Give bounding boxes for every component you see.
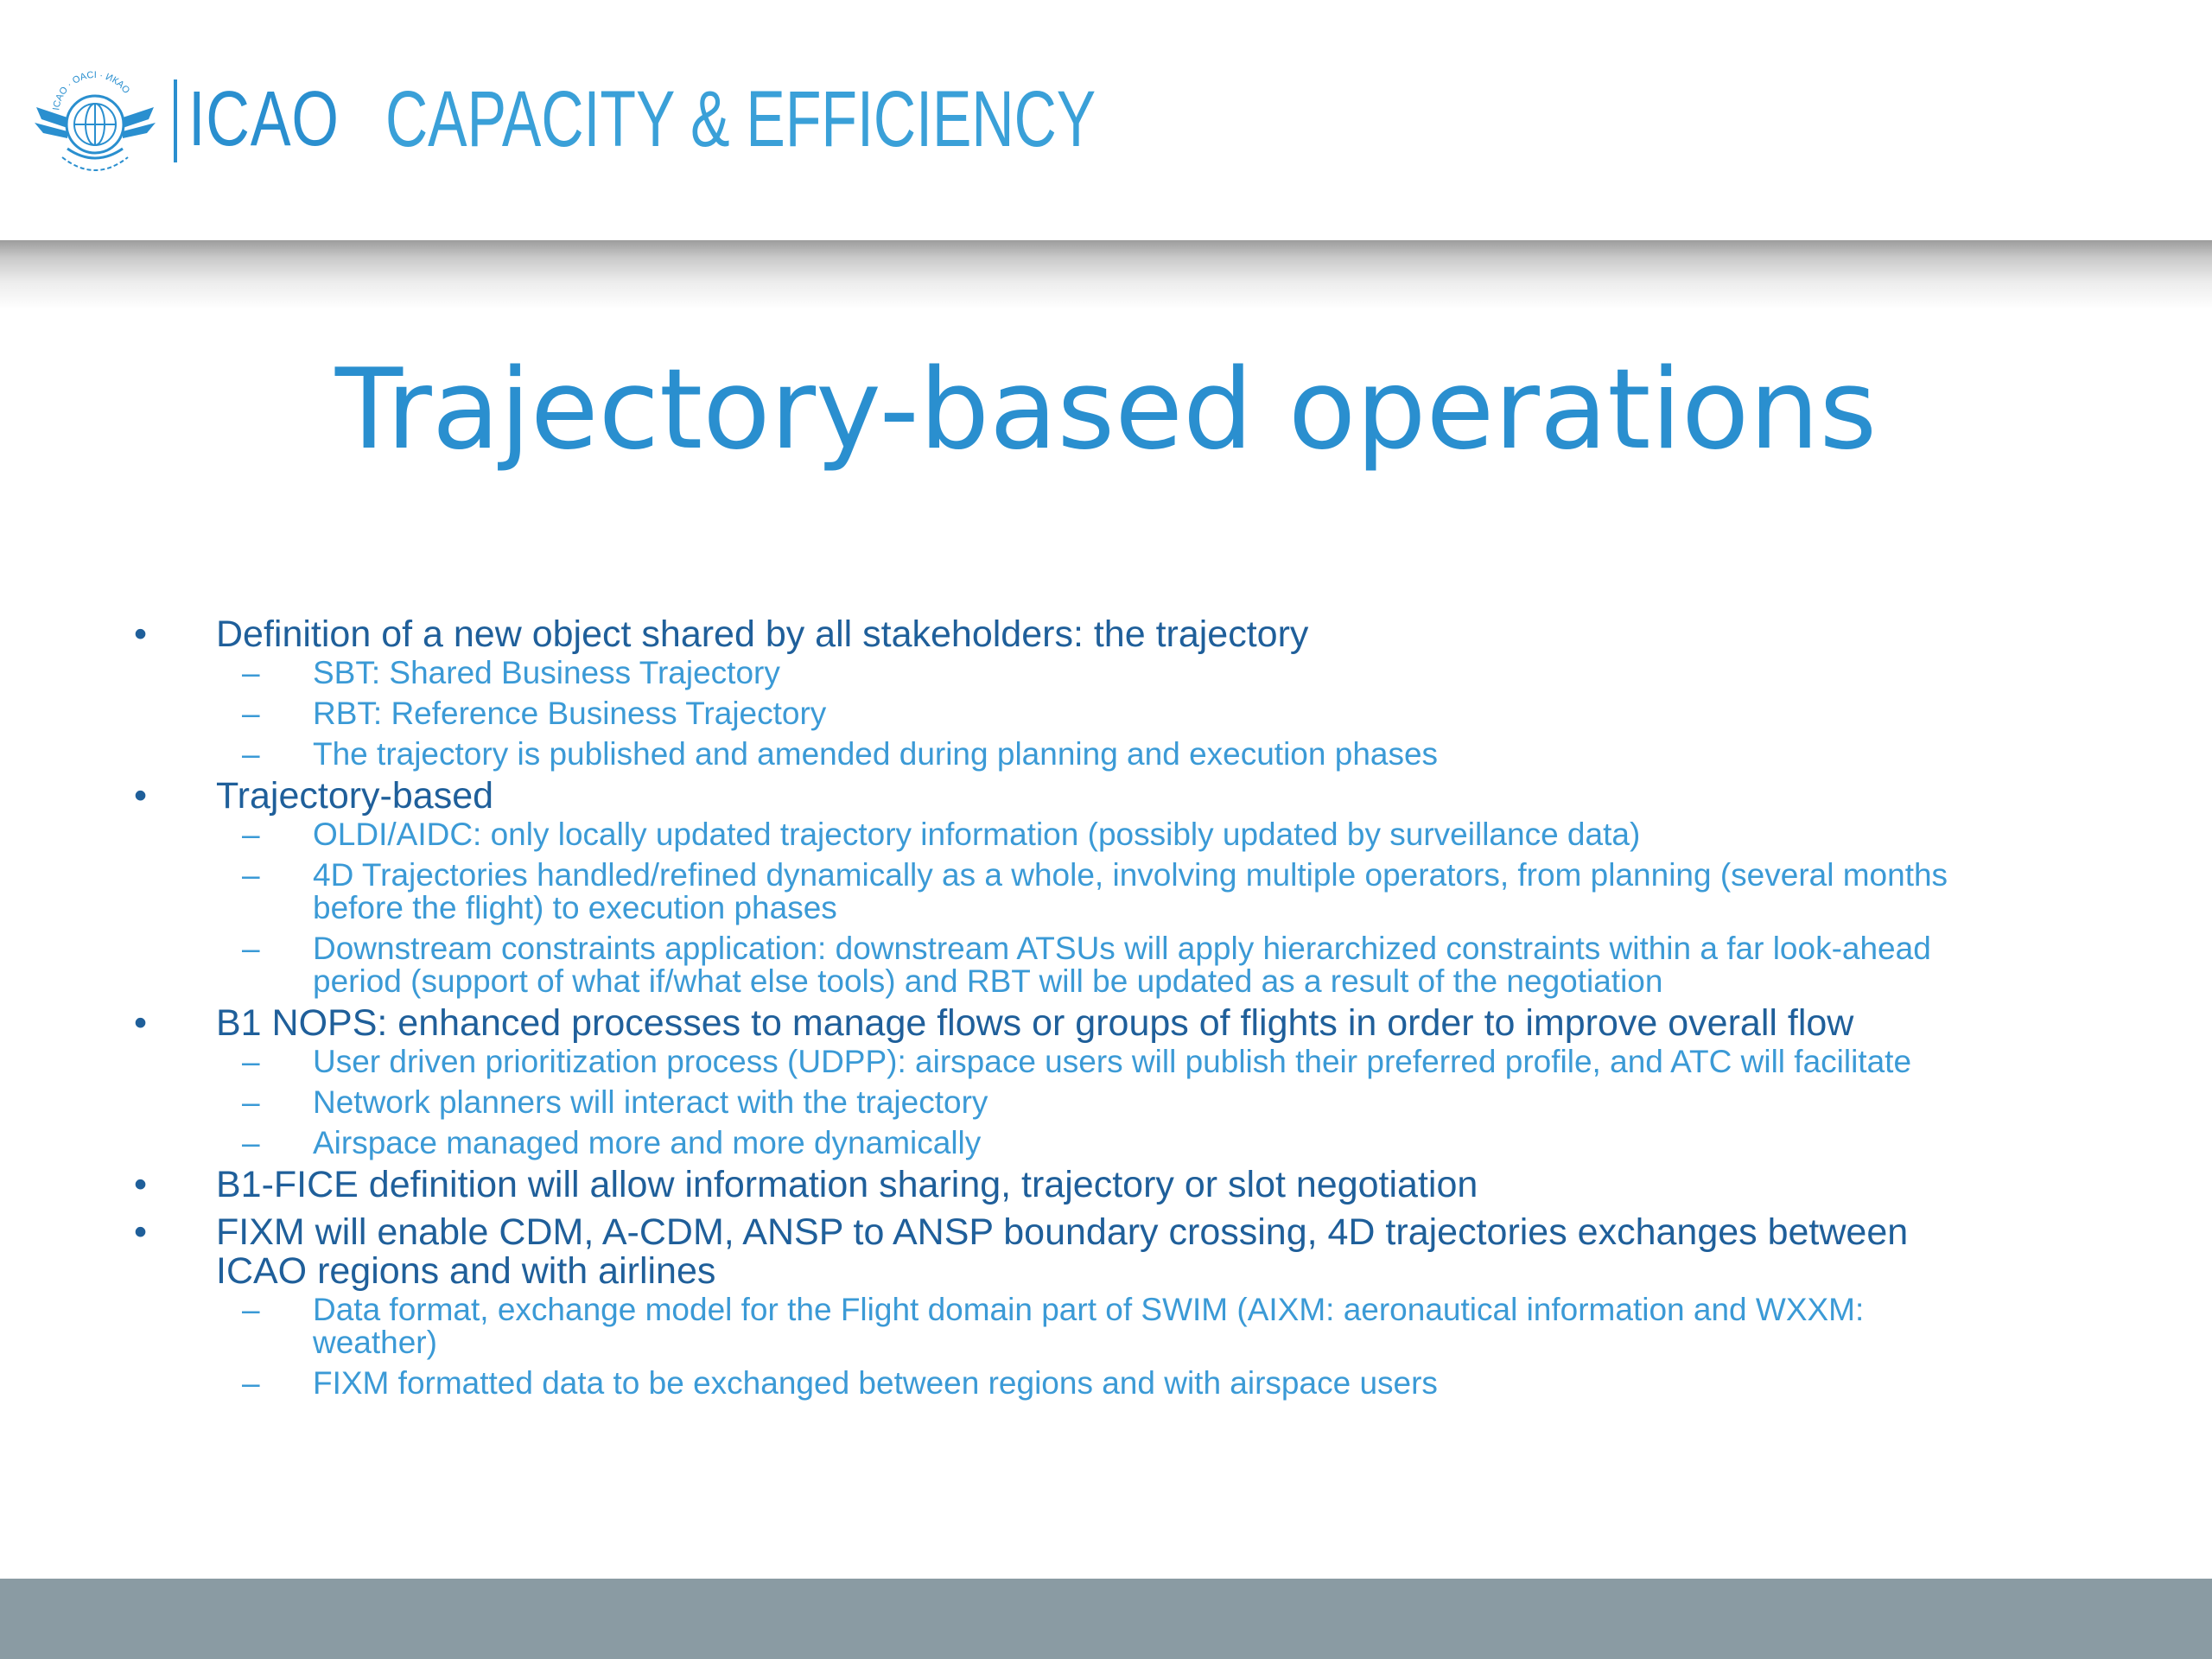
bullet-item bbox=[130, 1166, 2143, 1205]
dash-marker: – bbox=[242, 817, 260, 852]
logo-wordmark: ICAO bbox=[188, 76, 340, 162]
footer-bar bbox=[0, 1579, 2212, 1659]
dash-marker: – bbox=[242, 696, 260, 731]
bullet-marker: • bbox=[134, 775, 148, 817]
bullet-marker: • bbox=[134, 1211, 148, 1253]
dash-marker: – bbox=[242, 857, 260, 893]
dash-marker: – bbox=[242, 1292, 260, 1327]
sub-bullet-text: User driven prioritization process (UDPP): airspace users will publish their preferred profile, and ATC will facilitate bbox=[313, 1044, 1912, 1079]
dash-marker: – bbox=[242, 655, 260, 690]
dash-marker: – bbox=[242, 1044, 260, 1079]
bullet-item bbox=[130, 1213, 2143, 1291]
bullet-marker: • bbox=[134, 1164, 148, 1205]
bullet-item bbox=[130, 615, 2143, 654]
bullet-text: B1 NOPS: enhanced processes to manage flows or groups of flights in order to improve overall flow bbox=[216, 1002, 1854, 1044]
sub-bullet-item bbox=[130, 738, 2143, 771]
slide-header bbox=[0, 0, 2212, 242]
bullet-marker: • bbox=[134, 1002, 148, 1044]
sub-bullet-text: Network planners will interact with the trajectory bbox=[313, 1084, 988, 1120]
sub-bullet-text: The trajectory is published and amended during planning and execution phases bbox=[313, 736, 1439, 772]
bullet-text-line: ICAO regions and with airlines bbox=[216, 1250, 716, 1292]
sub-bullet-item bbox=[130, 657, 2143, 690]
dash-marker: – bbox=[242, 1365, 260, 1401]
bullet-text: B1-FICE definition will allow information sharing, trajectory or slot negotiation bbox=[216, 1164, 1478, 1205]
sub-bullet-text-line: 4D Trajectories handled/refined dynamically as a whole, involving multiple operators, from planning (several months bbox=[313, 857, 1948, 893]
sub-bullet-text-line: weather) bbox=[313, 1325, 437, 1360]
bullet-list bbox=[130, 615, 2143, 1400]
sub-bullet-text: Airspace managed more and more dynamically bbox=[313, 1125, 982, 1160]
sub-bullet-item bbox=[130, 1086, 2143, 1119]
dash-marker: – bbox=[242, 1084, 260, 1120]
sub-bullet-item bbox=[130, 1294, 2143, 1359]
sub-bullet-item bbox=[130, 818, 2143, 851]
dash-marker: – bbox=[242, 736, 260, 772]
sub-bullet-text-line: Downstream constraints application: downstream ATSUs will apply hierarchized constraints within a far look-ahead bbox=[313, 931, 1931, 966]
dash-marker: – bbox=[242, 1125, 260, 1160]
sub-bullet-item bbox=[130, 697, 2143, 730]
sub-bullet-text: SBT: Shared Business Trajectory bbox=[313, 655, 780, 690]
icao-emblem-icon bbox=[33, 54, 157, 188]
sub-bullet-item bbox=[130, 932, 2143, 998]
bullet-item bbox=[130, 777, 2143, 816]
bullet-marker: • bbox=[134, 613, 148, 655]
sub-bullet-text: FIXM formatted data to be exchanged between regions and with airspace users bbox=[313, 1365, 1438, 1401]
bullet-text: Trajectory-based bbox=[216, 775, 494, 817]
slide-title: Trajectory-based operations bbox=[334, 346, 1878, 474]
sub-bullet-text-line: before the flight) to execution phases bbox=[313, 890, 837, 925]
sub-bullet-item bbox=[130, 1046, 2143, 1078]
sub-bullet-item bbox=[130, 1127, 2143, 1160]
logo-divider bbox=[174, 79, 177, 162]
bullet-text-line: FIXM will enable CDM, A-CDM, ANSP to ANSP boundary crossing, 4D trajectories exchanges between bbox=[216, 1211, 1909, 1253]
sub-bullet-text: RBT: Reference Business Trajectory bbox=[313, 696, 827, 731]
program-title: CAPACITY & EFFICIENCY bbox=[385, 75, 1096, 163]
header-shadow-band bbox=[0, 240, 2212, 309]
sub-bullet-item bbox=[130, 859, 2143, 925]
sub-bullet-text-line: period (support of what if/what else tools) and RBT will be updated as a result of the negotiation bbox=[313, 963, 1663, 999]
emblem-text: ICAO · OACI · ИКАО bbox=[51, 69, 132, 111]
dash-marker: – bbox=[242, 931, 260, 966]
sub-bullet-text-line: Data format, exchange model for the Flight domain part of SWIM (AIXM: aeronautical information and WXXM: bbox=[313, 1292, 1865, 1327]
sub-bullet-item bbox=[130, 1367, 2143, 1400]
bullet-item bbox=[130, 1004, 2143, 1043]
bullet-text: Definition of a new object shared by all stakeholders: the trajectory bbox=[216, 613, 1309, 655]
sub-bullet-text: OLDI/AIDC: only locally updated trajectory information (possibly updated by surveillance data) bbox=[313, 817, 1641, 852]
